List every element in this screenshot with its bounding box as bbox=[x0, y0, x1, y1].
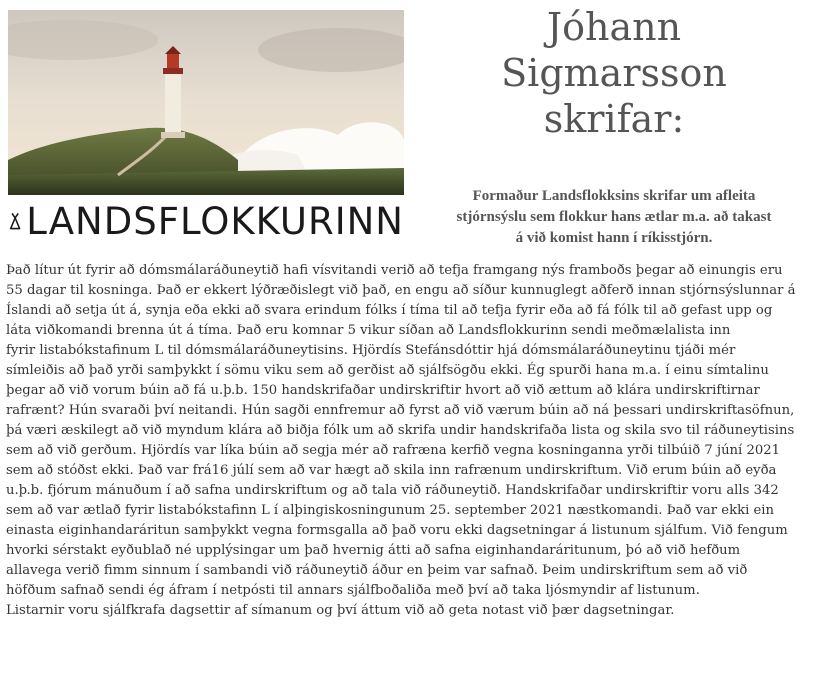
article-subtitle bbox=[425, 186, 803, 249]
party-logo bbox=[8, 198, 404, 244]
article-body bbox=[6, 261, 822, 621]
article-line: láta viðkomandi brenna út á tíma. Það eru komnar 5 vikur síðan að Landsflokkurinn sendi meðmælalista inn bbox=[6, 323, 731, 338]
article-line: sem að við gerðum. Hjördís var líka búin að segja mér að rafræna kerfið vegna kosninganna yrði tilbúið 7 júní 2021 bbox=[6, 443, 781, 458]
article-line: þegar að við vorum búin að fá u.þ.b. 150 handskrifaðar undirskriftir hvort að við ættum að klára undirskriftirnar bbox=[6, 383, 760, 398]
article-line: Listarnir voru sjálfkrafa dagsettir af símanum og því áttum við að geta notast við þær dagsetningar. bbox=[6, 603, 675, 618]
article-line: sem að stóðst ekki. Það var frá16 júlí sem að var hægt að skila inn rafrænum undirskriftum. Við erum búin að eyða bbox=[6, 463, 777, 478]
author-line: skrifar: bbox=[543, 97, 685, 141]
article-line: u.þ.b. fjórum mánuðum í að safna undirskriftum og að tala við ráðuneytið. Handskrifaðar undirskriftir voru alls 342 bbox=[6, 483, 779, 498]
article-line: allavega verið fimm sinnum í sambandi við ráðuneytið áður en þeim var safnað. Þeim undirskriftum sem að við bbox=[6, 563, 748, 578]
author-line: Jóhann bbox=[546, 5, 682, 49]
party-emblem-icon bbox=[8, 200, 22, 242]
lighthouse-photo bbox=[8, 10, 404, 195]
subtitle-line: stjórnsýslu sem flokkur hans ætlar m.a. að takast bbox=[456, 209, 772, 225]
party-logo-text: LANDSFLOKKURINN bbox=[26, 199, 404, 243]
author-line: Sigmarsson bbox=[501, 51, 727, 95]
lighthouse-illustration bbox=[8, 10, 404, 195]
article-line: sem að var ætlað fyrir listabókstafinn L í alþingiskosningunum 25. september 2021 næstkomandi. Það var ekki ein bbox=[6, 503, 775, 518]
article-line: 55 dagar til kosninga. Það er ekkert lýðræðislegt við það, en engu að síður kunnuglegt aðferð innan stjórnsýslunnar á bbox=[6, 283, 796, 298]
author-heading bbox=[440, 4, 788, 142]
article-line: höfðum safnað sendi ég áfram í netpósti til annars sjálfboðaliða með því að taka ljósmyndir af listunum. bbox=[6, 583, 700, 598]
article-line: einasta eiginhandaráritun samþykkt vegna formsgalla að það voru ekki dagsetningar á listunum sjálfum. Við fengum bbox=[6, 523, 788, 538]
subtitle-line: Formaður Landsflokksins skrifar um afleita bbox=[472, 188, 756, 204]
article-line: fyrir listabókstafinum L til dómsmálaráðuneytisins. Hjördís Stefánsdóttir hjá dómsmálaráðuneytinu tjáði mér bbox=[6, 343, 736, 358]
article-line: þá væri æskilegt að við myndum klára að biðja fólk um að skrifa undir handskrifaða lista og skila svo til ráðuneytisins bbox=[6, 423, 795, 438]
article-line: rafrænt? Hún svaraði því neitandi. Hún sagði ennfremur að fyrst að við værum búin að ná þessari undirskriftasöfnun, bbox=[6, 403, 795, 418]
article-line: Það lítur út fyrir að dómsmálaráðuneytið hafi vísvitandi verið að tefja framgang nýs framboðs þegar að einungis eru bbox=[6, 263, 783, 278]
article-line: hvorki sérstakt eyðublað né upplýsingar um það hvernig átti að safna eiginhandaráritunum, þó að við hefðum bbox=[6, 543, 741, 558]
article-line: símleiðis að það yrði samþykkt í sömu viku sem að gerðist að sjálfsögðu ekki. Ég spurði hana m.a. í einu símtalinu bbox=[6, 363, 769, 378]
subtitle-line: á við komist hann í ríkisstjórn. bbox=[515, 230, 713, 246]
article-line: Íslandi að setja út á, synja eða ekki að svara erindum fólks í tíma til að tefja fyrir eða að fá fólk til að gefast upp og bbox=[6, 303, 773, 318]
